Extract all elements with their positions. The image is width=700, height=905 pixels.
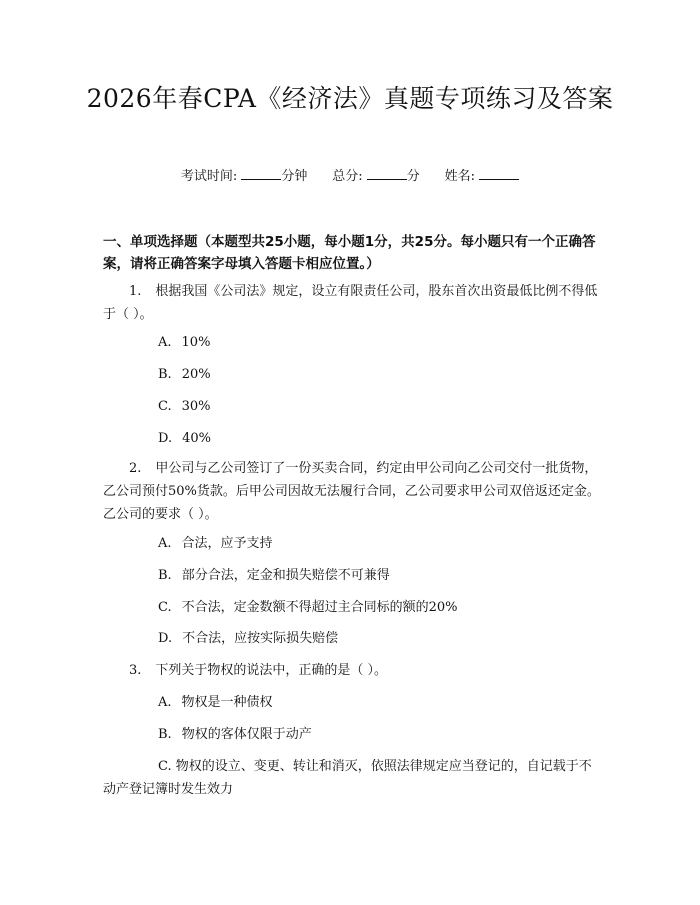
option-letter: D. xyxy=(158,631,173,646)
name-blank xyxy=(479,168,519,180)
score-label: 总分: xyxy=(332,169,363,184)
option-3-b xyxy=(158,723,598,746)
option-text: 物权是一种债权 xyxy=(181,695,273,710)
score-blank xyxy=(367,168,407,180)
option-text: 30% xyxy=(181,399,211,414)
option-text: 物权的客体仅限于动产 xyxy=(181,727,312,742)
question-number: 2. xyxy=(129,461,142,476)
option-letter: C. xyxy=(158,759,172,774)
option-1-b xyxy=(158,363,598,386)
option-letter: D. xyxy=(158,431,173,446)
option-letter: B. xyxy=(158,367,172,382)
question-number: 1. xyxy=(129,284,142,299)
exam-meta-line xyxy=(0,168,700,186)
option-2-a xyxy=(158,532,598,555)
option-letter: A. xyxy=(158,695,172,710)
option-2-d xyxy=(158,627,598,650)
option-1-a xyxy=(158,331,598,354)
option-text: 10% xyxy=(181,335,211,350)
option-text: 不合法，定金数额不得超过主合同标的额的20% xyxy=(181,600,458,615)
question-text: 根据我国《公司法》规定，设立有限责任公司，股东首次出资最低比例不得低于（ ）。 xyxy=(103,284,598,322)
time-blank xyxy=(241,168,281,180)
question-text: 甲公司与乙公司签订了一份买卖合同，约定由甲公司向乙公司交付一批货物，乙公司预付50%货款。后甲公司因故无法履行合同，乙公司要求甲公司双倍返还定金。乙公司的要求（ ）。 xyxy=(103,461,600,522)
option-text: 40% xyxy=(182,431,211,446)
option-1-c xyxy=(158,395,598,418)
option-text: 部分合法，定金和损失赔偿不可兼得 xyxy=(181,568,390,583)
option-text: 不合法，应按实际损失赔偿 xyxy=(182,631,339,646)
option-text: 合法，应予支持 xyxy=(181,536,273,551)
option-letter: B. xyxy=(158,727,172,742)
option-3-c xyxy=(103,755,600,801)
name-label: 姓名: xyxy=(444,169,475,184)
option-2-b xyxy=(158,564,598,587)
question-2 xyxy=(103,457,600,526)
option-2-c xyxy=(158,596,598,619)
time-unit: 分钟 xyxy=(281,169,308,184)
option-letter: B. xyxy=(158,568,172,583)
option-letter: A. xyxy=(158,536,172,551)
question-number: 3. xyxy=(129,663,142,678)
document-title: 2026年春CPA《经济法》真题专项练习及答案 xyxy=(86,84,614,113)
time-label: 考试时间: xyxy=(180,169,238,184)
score-unit: 分 xyxy=(406,169,420,184)
question-1 xyxy=(103,280,600,326)
option-text: 物权的设立、变更、转让和消灭，依照法律规定应当登记的，自记载于不动产登记簿时发生效力 xyxy=(103,759,592,797)
option-text: 20% xyxy=(181,367,211,382)
question-text: 下列关于物权的说法中，正确的是（ ）。 xyxy=(155,663,388,678)
question-3 xyxy=(103,659,600,682)
section-heading: 一、单项选择题（本题型共25小题，每小题1分，共25分。每小题只有一个正确答案，请将正确答案字母填入答题卡相应位置。） xyxy=(103,234,596,272)
option-letter: A. xyxy=(158,335,172,350)
option-3-a xyxy=(158,691,598,714)
option-letter: C. xyxy=(158,399,172,414)
option-letter: C. xyxy=(158,600,172,615)
option-1-d xyxy=(158,427,598,450)
